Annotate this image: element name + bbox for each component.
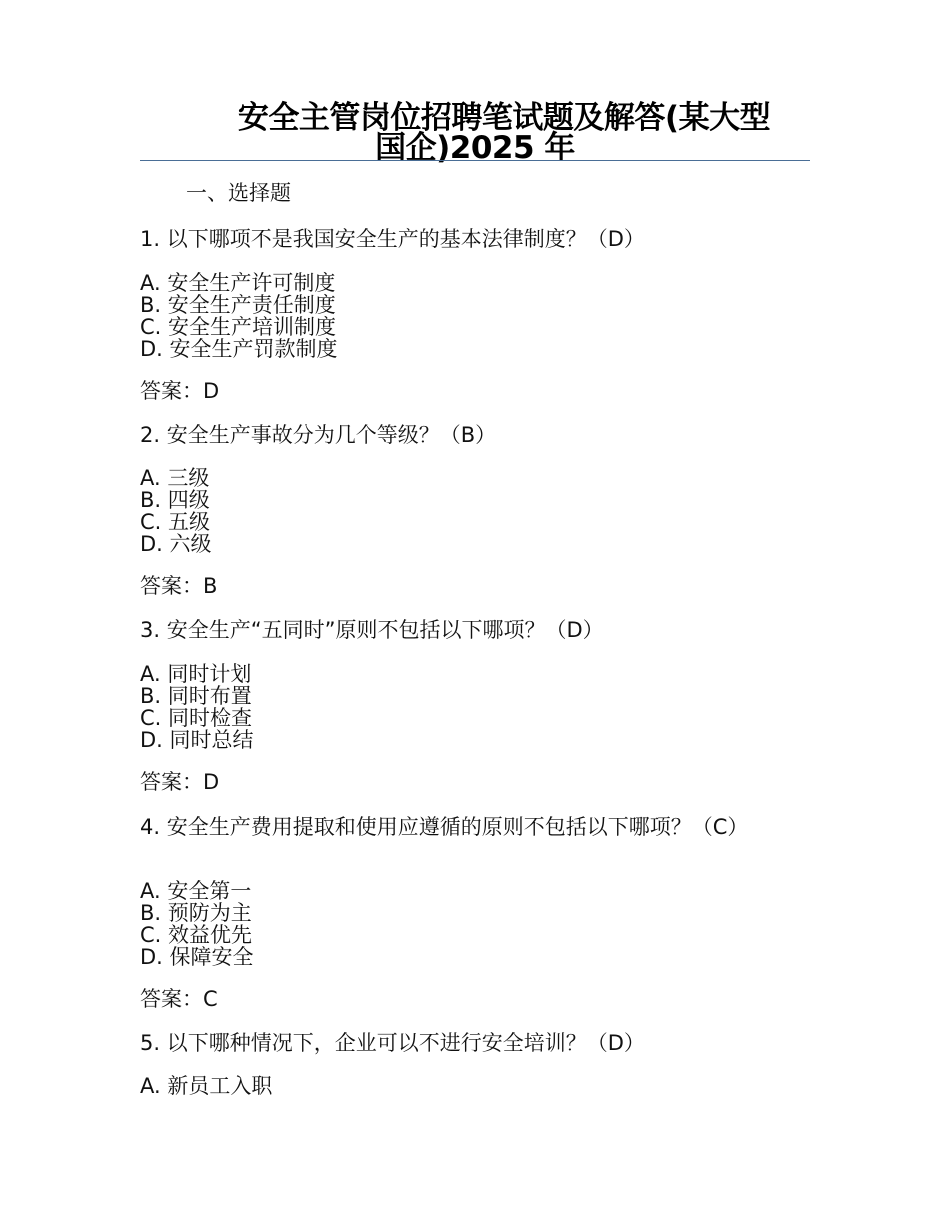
option: C. 安全生产培训制度 [140, 315, 337, 339]
option: B. 预防为主 [140, 901, 252, 925]
option: D. 同时总结 [140, 728, 254, 752]
document-title [140, 100, 810, 166]
option: A. 安全生产许可制度 [140, 271, 336, 295]
question-3-options [140, 663, 254, 751]
option: C. 五级 [140, 510, 211, 534]
option: A. 安全第一 [140, 879, 252, 903]
option: A. 新员工入职 [140, 1074, 273, 1098]
question-2-answer: 答案：B [140, 574, 218, 598]
question-3-answer: 答案：D [140, 770, 220, 794]
question-1-options [140, 272, 338, 360]
question-1-text: 1. 以下哪项不是我国安全生产的基本法律制度？（D） [140, 227, 645, 251]
question-4-text: 4. 安全生产费用提取和使用应遵循的原则不包括以下哪项？（C） [140, 815, 749, 839]
option: A. 同时计划 [140, 662, 252, 686]
question-4-options [140, 880, 254, 968]
title-underline [140, 160, 810, 161]
question-2-options [140, 467, 212, 555]
question-5-text: 5. 以下哪种情况下，企业可以不进行安全培训？（D） [140, 1031, 645, 1055]
option: D. 保障安全 [140, 945, 254, 969]
question-2-text: 2. 安全生产事故分为几个等级？（B） [140, 423, 497, 447]
option: B. 安全生产责任制度 [140, 293, 336, 317]
question-4-answer: 答案：C [140, 987, 218, 1011]
option: C. 同时检查 [140, 706, 253, 730]
option: A. 三级 [140, 466, 210, 490]
option: D. 六级 [140, 532, 212, 556]
option: D. 安全生产罚款制度 [140, 337, 338, 361]
option: B. 四级 [140, 488, 210, 512]
option: B. 同时布置 [140, 684, 252, 708]
question-1-answer: 答案：D [140, 379, 220, 403]
question-3-text: 3. 安全生产“五同时”原则不包括以下哪项？（D） [140, 618, 604, 642]
title-line-2: 国企)2025 年 [375, 130, 575, 166]
section-heading: 一、选择题 [186, 181, 291, 205]
question-5-options [140, 1075, 272, 1097]
title-line-1: 安全主管岗位招聘笔试题及解答(某大型 [237, 100, 771, 136]
option: C. 效益优先 [140, 923, 253, 947]
